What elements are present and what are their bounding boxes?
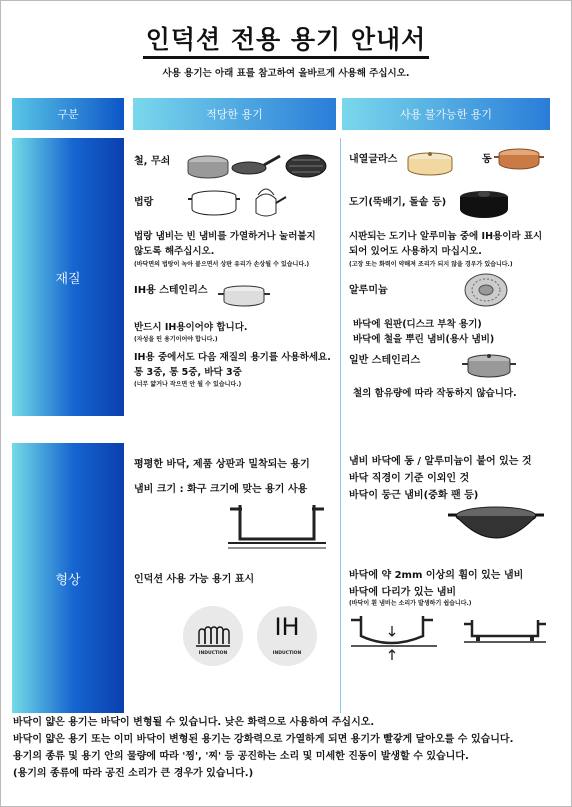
induction-mark-label: 인덕션 사용 가능 용기 표시 — [134, 574, 255, 585]
footer-notes — [13, 714, 563, 782]
footer-line-4: (용기의 종류에 따라 공진 소리가 큰 경우가 있습니다.) — [13, 768, 254, 779]
label-general-stainless: 일반 스테인리스 — [349, 355, 421, 366]
ih-small-note: (자성을 띤 용기이어야 합니다.) — [134, 336, 218, 343]
enamel-note-2: 않도록 해주십시오. — [134, 246, 215, 257]
induction-badge-caption: INDUCTION — [198, 651, 228, 656]
section-shape: 형상 — [12, 443, 124, 713]
label-aluminum: 알루미늄 — [349, 285, 388, 296]
header-unsuitable: 사용 불가능한 용기 — [342, 98, 550, 130]
induction-coil-badge — [183, 606, 243, 666]
header-category: 구분 — [12, 98, 124, 130]
footer-line-1: 바닥이 얇은 용기는 바닥이 변형될 수 있습니다. 낮은 화력으로 사용하여 주십시오. — [13, 717, 375, 728]
label-copper: 동 — [482, 154, 492, 165]
enamel-note-1: 법랑 냄비는 빈 냄비를 가열하거나 눌러붙지 — [134, 231, 316, 242]
iron-cookware-illustration — [184, 144, 330, 184]
enamel-small-note: (바닥면의 법랑이 녹아 붙으면서 상판 유리가 손상될 수 있습니다.) — [134, 261, 310, 268]
label-iron: 철, 무쇠 — [134, 156, 171, 167]
unsuitable-warp: 바닥에 약 2mm 이상의 휨이 있는 냄비 — [349, 570, 524, 581]
induction-coil-icon — [183, 606, 243, 666]
label-ceramic: 도기(뚝배기, 돌솥 등) — [349, 197, 447, 208]
page-subtitle: 사용 용기는 아래 표를 참고하여 올바르게 사용해 주십시오. — [162, 68, 410, 79]
unsuitable-shape-line-1: 냄비 바닥에 동 / 알루미늄이 붙어 있는 것 — [349, 456, 532, 467]
multi-layer-note: IH용 중에서도 다음 재질의 용기를 사용하세요. — [134, 352, 331, 363]
label-enamel: 법랑 — [134, 197, 154, 208]
unsuitable-legs-small-note: (바닥이 휜 냄비는 소리가 발생하기 쉽습니다.) — [349, 600, 472, 607]
aluminum-note-2: 바닥에 철을 뿌린 냄비(용사 냄비) — [353, 334, 495, 345]
enamel-pot-illustration — [188, 185, 288, 221]
footer-line-3: 용기의 종류 및 용기 안의 물량에 따라 '찡', '찌' 등 공진하는 소리 및 미세한 진동이 발생할 수 있습니다. — [13, 751, 469, 762]
ih-badge — [257, 606, 317, 666]
label-heat-glass: 내열글라스 — [349, 154, 398, 165]
wok-illustration — [446, 502, 546, 546]
header-suitable: 적당한 용기 — [133, 98, 336, 130]
multi-layer-small-note: (너무 얇거나 작으면 안 될 수 있습니다.) — [134, 381, 242, 388]
ceramic-note-2: 되어 있어도 사용하지 마십시오. — [349, 246, 482, 257]
ceramic-note-1: 시판되는 도기나 알루미늄 중에 IH용이라 표시 — [349, 231, 543, 242]
general-stainless-pot-illustration — [462, 352, 516, 380]
title-underline — [143, 56, 429, 59]
shape-flat-bottom: 평평한 바닥, 제품 상판과 밀착되는 용기 — [134, 459, 310, 470]
ih-stainless-pot-illustration — [218, 283, 270, 309]
unsuitable-legs: 바닥에 다리가 있는 냄비 — [349, 587, 457, 598]
unsuitable-shape-line-2: 바닥 직경이 기준 이외인 것 — [349, 473, 470, 484]
legged-pot-diagram — [462, 616, 548, 652]
multi-layer-types: 통 3중, 통 5중, 바닥 3중 — [134, 367, 242, 378]
footer-line-2: 바닥이 얇은 용기 또는 이미 바닥이 변형된 용기는 강화력으로 가열하게 되면 용기가 빨갛게 달아오를 수 있습니다. — [13, 734, 514, 745]
label-ih-stainless: IH용 스테인리스 — [134, 285, 208, 296]
aluminum-disc-bottom-illustration — [463, 272, 509, 308]
copper-pot-illustration — [494, 145, 544, 173]
shape-size-guide: 냄비 크기 : 화구 크기에 맞는 용기 사용 — [134, 484, 308, 495]
column-divider — [340, 138, 341, 713]
ih-badge-text: IH — [274, 613, 300, 641]
warped-bottom-diagram — [349, 612, 439, 662]
aluminum-note-1: 바닥에 원판(디스크 부착 용기) — [353, 319, 482, 330]
section-material: 재질 — [12, 138, 124, 416]
ih-note: 반드시 IH용이어야 합니다. — [134, 322, 248, 333]
unsuitable-shape-line-3: 바닥이 둥근 냄비(중화 팬 등) — [349, 490, 479, 501]
ih-badge-caption: INDUCTION — [272, 651, 302, 656]
glass-pot-illustration — [402, 150, 462, 180]
ceramic-pot-illustration — [456, 185, 512, 223]
page-title: 인덕션 전용 용기 안내서 — [145, 25, 427, 54]
ceramic-small-note: (고장 또는 화력이 약해져 조리가 되지 않을 경우가 있습니다.) — [349, 261, 513, 268]
flat-bottom-pot-diagram — [226, 499, 328, 551]
general-stainless-note: 철의 함유량에 따라 작동하지 않습니다. — [353, 388, 517, 399]
